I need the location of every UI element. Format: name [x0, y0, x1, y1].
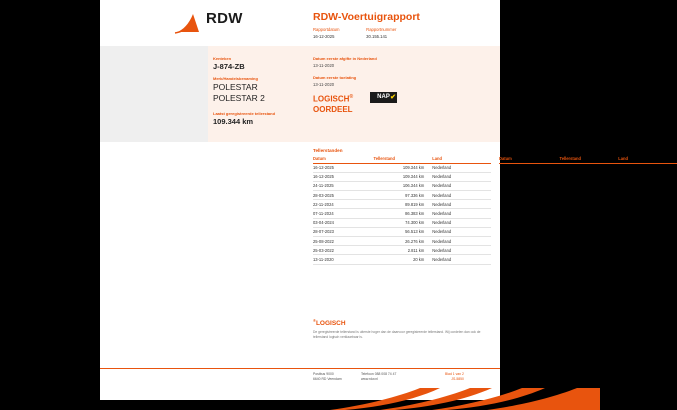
table-row	[313, 209, 491, 218]
first-admission-label: Datum eerste toelating	[313, 75, 357, 80]
col-header-country-right: Land	[618, 156, 677, 163]
check-icon: ✔	[390, 94, 396, 101]
report-meta	[313, 27, 493, 39]
logisch-badge-line1: LOGISCH	[313, 94, 350, 104]
footer-address-line2: 6640 RD Veendam	[313, 377, 342, 381]
cell-date: 16-12-2025	[313, 172, 374, 181]
odometer-table-body	[313, 163, 491, 264]
odometer-label: Laatst geregistreerde tellerstand	[213, 111, 276, 116]
nap-badge-label: NAP	[377, 94, 390, 100]
meta-report-date	[313, 27, 365, 39]
plate-label: Kenteken	[213, 56, 232, 61]
cell-date: 13-11-2020	[313, 255, 374, 264]
cell-odometer: 109.344 km	[374, 172, 433, 181]
meta-report-date-label: Rapportdatum	[313, 27, 340, 32]
first-registration-nl-label: Datum eerste afgifte in Nederland	[313, 56, 377, 61]
first-admission-value: 13-11-2020	[313, 82, 335, 87]
odometer-table-section-right	[499, 148, 677, 164]
odometer-table-title: Tellerstanden	[313, 148, 343, 153]
cell-country: Nederland	[432, 209, 491, 218]
odometer-value: 109.344 km	[213, 117, 254, 126]
report-header	[100, 0, 500, 46]
cell-date: 24-11-2025	[313, 181, 374, 190]
cell-country: Nederland	[432, 200, 491, 209]
status-summary	[313, 56, 433, 94]
footer-note: De geregistreerde tellerstand is uiterste hoger dan de daarvoor geregistreerde tellerstand. Wij oordelen dan ook de tellerstand logisch verklaarbaar is.	[313, 330, 481, 339]
bottom-orange-graphic	[0, 388, 600, 410]
cell-odometer: 109.344 km	[374, 163, 433, 172]
vehicle-model: POLESTAR 2	[213, 93, 265, 103]
logisch-oordeel-badge	[313, 92, 353, 115]
table-row	[313, 218, 491, 227]
meta-report-number-value: 30.155.141	[366, 34, 388, 39]
meta-report-number-label: Rapportnummer	[366, 27, 397, 32]
table-header-row	[313, 156, 491, 163]
col-header-country: Land	[432, 156, 491, 163]
footer-divider	[100, 368, 500, 369]
table-row	[313, 255, 491, 264]
cell-odometer: 74.300 km	[374, 218, 433, 227]
col-header-date: Datum	[313, 156, 374, 163]
logisch-badge-sup: ®	[349, 94, 354, 100]
cell-odometer: 20 km	[374, 255, 433, 264]
cell-odometer: 106.344 km	[374, 181, 433, 190]
make-label: Merk/Handelsbenaming	[213, 76, 258, 81]
footer-logisch-sup: ®	[313, 318, 316, 323]
cell-date: 28-03-2025	[313, 191, 374, 200]
plate-value: J-874-ZB	[213, 62, 245, 71]
table-row	[313, 181, 491, 190]
footer-page-number: Blad 1 van 2	[445, 372, 464, 376]
cell-country: Nederland	[432, 191, 491, 200]
cell-date: 07-11-2024	[313, 209, 374, 218]
logisch-badge-line2: OORDEEL	[313, 104, 353, 114]
footer-address	[313, 372, 360, 382]
table-row	[313, 246, 491, 255]
report-title: RDW-Voertuigrapport	[313, 11, 420, 23]
badge-group	[313, 92, 463, 116]
table-row	[313, 172, 491, 181]
footer-website: www.rdw.nl	[360, 377, 378, 381]
cell-odometer: 97.336 km	[374, 191, 433, 200]
cell-odometer: 2.811 km	[374, 246, 433, 255]
brand-title: RDW	[206, 10, 243, 27]
table-row	[313, 191, 491, 200]
report-page	[100, 0, 629, 400]
cell-country: Nederland	[432, 181, 491, 190]
cell-date: 03-04-2024	[313, 218, 374, 227]
first-registration-nl	[313, 56, 433, 68]
rdw-swoosh-icon	[175, 12, 201, 34]
vehicle-summary	[213, 56, 308, 126]
footer-columns	[313, 372, 493, 382]
table-row	[313, 227, 491, 236]
odometer-table	[313, 156, 491, 265]
cell-country: Nederland	[432, 172, 491, 181]
footer-logisch-text: LOGISCH	[315, 320, 346, 328]
odometer-table-section	[313, 148, 491, 265]
footer-contact	[361, 372, 423, 382]
cell-odometer: 26.276 km	[374, 237, 433, 246]
footer-logisch-logo	[313, 318, 346, 327]
cell-date: 22-11-2024	[313, 200, 374, 209]
meta-report-date-value: 16-12-2025	[313, 34, 335, 39]
table-row	[313, 163, 491, 172]
col-header-date-right: Datum	[499, 156, 560, 163]
first-registration-nl-value: 13-11-2020	[313, 63, 335, 68]
table-row	[313, 237, 491, 246]
cell-country: Nederland	[432, 227, 491, 236]
footer-address-line1: Postbus 9000	[313, 372, 334, 376]
footer-phone: Telefoon 088 008 74 47	[360, 372, 397, 376]
cell-odometer: 56.513 km	[374, 227, 433, 236]
meta-report-number	[366, 27, 426, 39]
odometer-table-right	[499, 156, 677, 164]
footer-pagination	[424, 372, 464, 382]
cell-date: 16-12-2025	[313, 163, 374, 172]
table-header-row-right	[499, 156, 677, 163]
cell-odometer: 86.383 km	[374, 209, 433, 218]
cell-country: Nederland	[432, 246, 491, 255]
cell-date: 25-08-2022	[313, 237, 374, 246]
nap-badge	[370, 92, 397, 103]
left-grey-band	[100, 46, 208, 142]
vehicle-make: POLESTAR	[213, 82, 258, 92]
col-header-odometer-right: Tellerstand	[560, 156, 619, 163]
cell-country: Nederland	[432, 237, 491, 246]
footer-doc-code: JS-5850	[451, 377, 464, 381]
table-row	[313, 200, 491, 209]
cell-odometer: 89.819 km	[374, 200, 433, 209]
col-header-odometer: Tellerstand	[374, 156, 433, 163]
first-admission	[313, 75, 433, 87]
cell-country: Nederland	[432, 218, 491, 227]
cell-country: Nederland	[432, 163, 491, 172]
cell-date: 28-07-2023	[313, 227, 374, 236]
cell-country: Nederland	[432, 255, 491, 264]
cell-date: 25-03-2022	[313, 246, 374, 255]
